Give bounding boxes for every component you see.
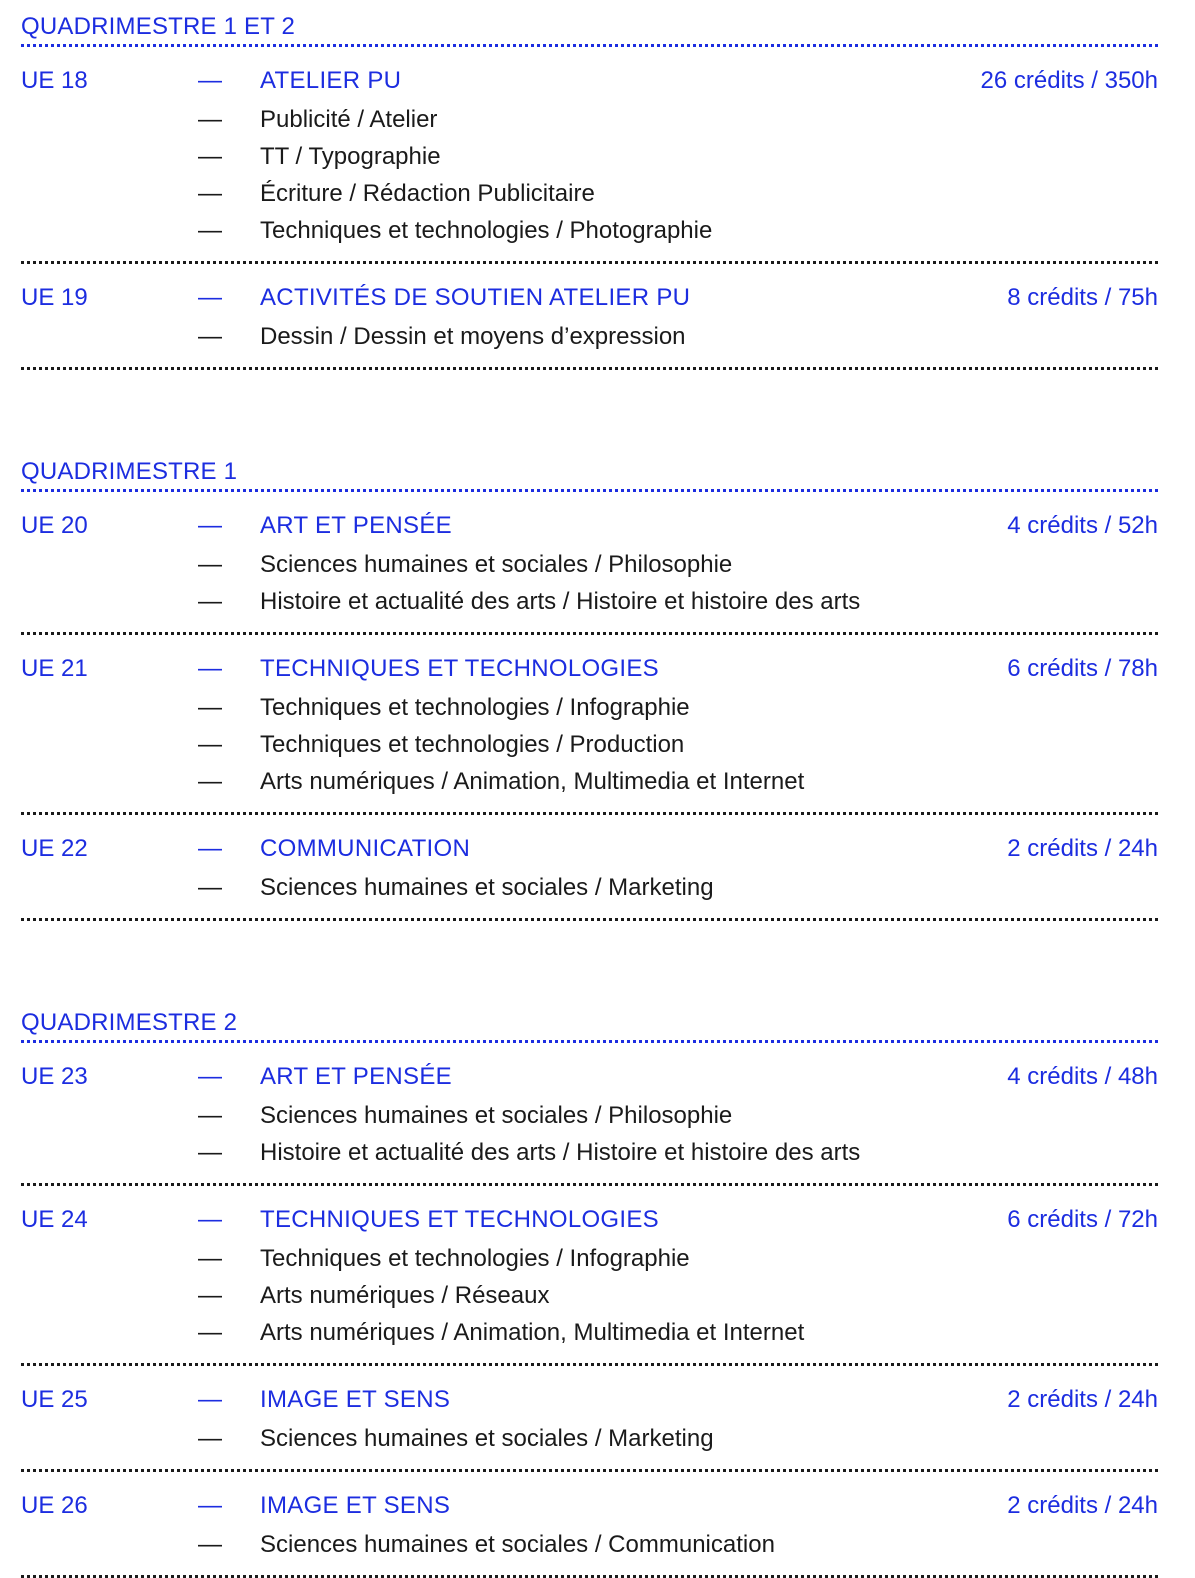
teaching-unit: [21, 1366, 1158, 1469]
course-name: Arts numériques / Animation, Multimedia et Internet: [260, 1318, 805, 1346]
unit-code: UE 18: [21, 67, 88, 94]
course-name: Techniques et technologies / Infographie: [260, 693, 690, 721]
course-row: [21, 138, 1158, 175]
course-row: [21, 689, 1158, 726]
course-row: [21, 1240, 1158, 1277]
course-name: TT / Typographie: [260, 142, 441, 170]
teaching-unit: [21, 492, 1158, 632]
dash-icon: —: [198, 835, 222, 862]
dash-icon: —: [198, 873, 222, 901]
unit-title: ART ET PENSÉE: [260, 1063, 452, 1090]
semester-title: QUADRIMESTRE 2: [21, 1009, 238, 1036]
dash-icon: —: [198, 1492, 222, 1519]
unit-code: UE 23: [21, 1063, 88, 1090]
course-row: [21, 175, 1158, 212]
semester-title: QUADRIMESTRE 1: [21, 458, 238, 485]
course-row: [21, 1420, 1158, 1457]
teaching-unit: [21, 1043, 1158, 1183]
unit-credits: 4 crédits / 52h: [1007, 512, 1158, 539]
dash-icon: —: [198, 105, 222, 133]
dash-icon: —: [198, 1530, 222, 1558]
unit-code: UE 25: [21, 1386, 88, 1413]
dash-icon: —: [198, 179, 222, 207]
course-name: Sciences humaines et sociales / Philosophie: [260, 1101, 733, 1129]
dash-icon: —: [198, 1424, 222, 1452]
course-row: [21, 763, 1158, 800]
section-spacer: [21, 370, 1158, 445]
dash-icon: —: [198, 587, 222, 615]
unit-title: COMMUNICATION: [260, 835, 471, 862]
unit-code: UE 20: [21, 512, 88, 539]
teaching-unit: [21, 47, 1158, 261]
semester-section: [21, 996, 1158, 1578]
unit-header-row: [21, 1057, 1158, 1097]
dash-icon: —: [198, 142, 222, 170]
course-name: Sciences humaines et sociales / Marketing: [260, 873, 714, 901]
unit-title: TECHNIQUES ET TECHNOLOGIES: [260, 1206, 659, 1233]
unit-title: TECHNIQUES ET TECHNOLOGIES: [260, 655, 659, 682]
unit-code: UE 19: [21, 284, 88, 311]
unit-credits: 2 crédits / 24h: [1007, 835, 1158, 862]
section-spacer: [21, 921, 1158, 996]
dash-icon: —: [198, 730, 222, 758]
unit-code: UE 22: [21, 835, 88, 862]
teaching-unit: [21, 815, 1158, 918]
course-row: [21, 1314, 1158, 1351]
course-name: Publicité / Atelier: [260, 105, 438, 133]
course-row: [21, 1277, 1158, 1314]
teaching-unit: [21, 1186, 1158, 1363]
course-row: [21, 726, 1158, 763]
course-name: Techniques et technologies / Photographie: [260, 216, 713, 244]
unit-title: ATELIER PU: [260, 67, 402, 94]
semester-title: QUADRIMESTRE 1 ET 2: [21, 13, 296, 40]
dash-icon: —: [198, 1281, 222, 1309]
course-name: Arts numériques / Animation, Multimedia et Internet: [260, 767, 805, 795]
course-name: Écriture / Rédaction Publicitaire: [260, 179, 595, 207]
dash-icon: —: [198, 767, 222, 795]
dash-icon: —: [198, 67, 222, 94]
unit-credits: 2 crédits / 24h: [1007, 1492, 1158, 1519]
course-name: Techniques et technologies / Production: [260, 730, 685, 758]
course-row: [21, 212, 1158, 249]
dash-icon: —: [198, 1386, 222, 1413]
dash-icon: —: [198, 322, 222, 350]
unit-credits: 2 crédits / 24h: [1007, 1386, 1158, 1413]
unit-credits: 8 crédits / 75h: [1007, 284, 1158, 311]
dash-icon: —: [198, 216, 222, 244]
unit-credits: 26 crédits / 350h: [980, 67, 1158, 94]
teaching-unit: [21, 1472, 1158, 1575]
unit-title: ART ET PENSÉE: [260, 512, 452, 539]
unit-credits: 6 crédits / 72h: [1007, 1206, 1158, 1233]
course-row: [21, 318, 1158, 355]
course-name: Techniques et technologies / Infographie: [260, 1244, 690, 1272]
course-row: [21, 1526, 1158, 1563]
unit-title: ACTIVITÉS DE SOUTIEN ATELIER PU: [260, 284, 691, 311]
unit-code: UE 21: [21, 655, 88, 682]
course-name: Arts numériques / Réseaux: [260, 1281, 550, 1309]
dash-icon: —: [198, 655, 222, 682]
unit-header-row: [21, 1200, 1158, 1240]
course-name: Sciences humaines et sociales / Communication: [260, 1530, 775, 1558]
unit-credits: 6 crédits / 78h: [1007, 655, 1158, 682]
teaching-unit: [21, 264, 1158, 367]
course-row: [21, 101, 1158, 138]
unit-code: UE 24: [21, 1206, 88, 1233]
course-name: Histoire et actualité des arts / Histoire et histoire des arts: [260, 587, 861, 615]
course-row: [21, 583, 1158, 620]
semester-section: [21, 0, 1158, 370]
teaching-unit: [21, 635, 1158, 812]
unit-header-row: [21, 1486, 1158, 1526]
unit-header-row: [21, 506, 1158, 546]
dash-icon: —: [198, 284, 222, 311]
course-row: [21, 546, 1158, 583]
course-name: Sciences humaines et sociales / Marketing: [260, 1424, 714, 1452]
dash-icon: —: [198, 1244, 222, 1272]
unit-header-row: [21, 61, 1158, 101]
course-name: Histoire et actualité des arts / Histoire et histoire des arts: [260, 1138, 861, 1166]
unit-title: IMAGE ET SENS: [260, 1492, 451, 1519]
course-name: Sciences humaines et sociales / Philosophie: [260, 550, 733, 578]
dash-icon: —: [198, 693, 222, 721]
unit-header-row: [21, 278, 1158, 318]
dash-icon: —: [198, 1101, 222, 1129]
dash-icon: —: [198, 1063, 222, 1090]
course-name: Dessin / Dessin et moyens d’expression: [260, 322, 686, 350]
dash-icon: —: [198, 512, 222, 539]
unit-code: UE 26: [21, 1492, 88, 1519]
dash-icon: —: [198, 1138, 222, 1166]
dash-icon: —: [198, 550, 222, 578]
semester-section: [21, 445, 1158, 921]
course-row: [21, 869, 1158, 906]
unit-title: IMAGE ET SENS: [260, 1386, 451, 1413]
course-row: [21, 1097, 1158, 1134]
dash-icon: —: [198, 1318, 222, 1346]
unit-credits: 4 crédits / 48h: [1007, 1063, 1158, 1090]
unit-header-row: [21, 649, 1158, 689]
unit-header-row: [21, 1380, 1158, 1420]
dash-icon: —: [198, 1206, 222, 1233]
unit-header-row: [21, 829, 1158, 869]
course-row: [21, 1134, 1158, 1171]
